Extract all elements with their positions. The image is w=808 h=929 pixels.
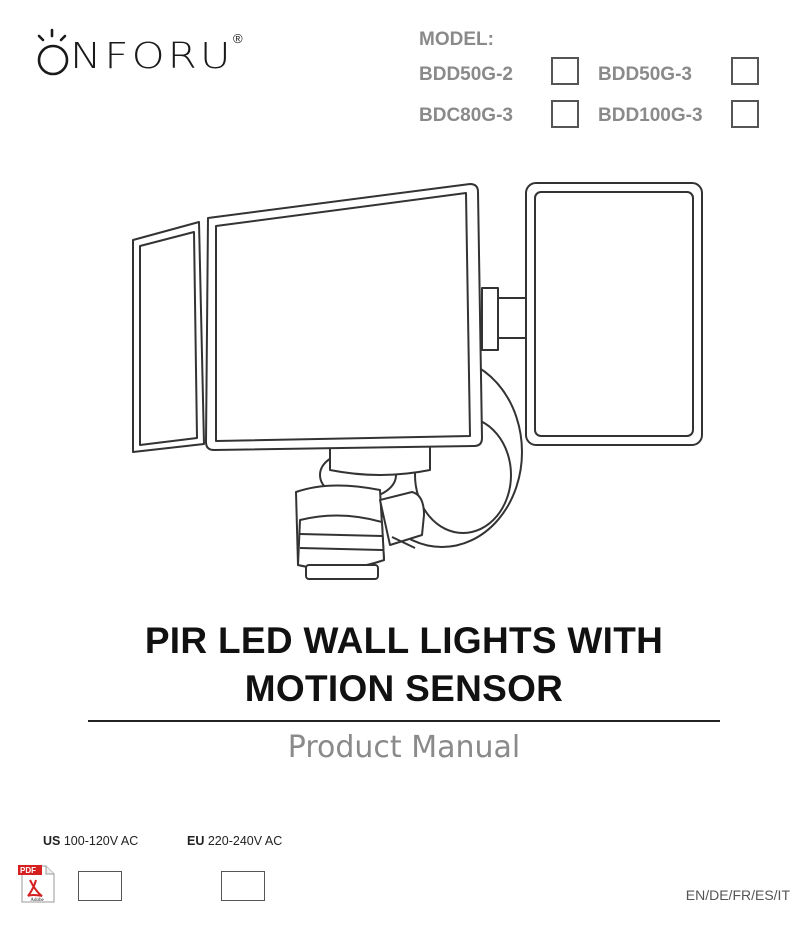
eu-value: 220-240V AC: [207, 834, 283, 848]
us-value: 100-120V AC: [63, 834, 139, 848]
model-label: MODEL:: [419, 29, 494, 50]
model-checkbox[interactable]: [731, 100, 759, 128]
lightbulb-icon: [32, 28, 72, 78]
languages: EN/DE/FR/ES/IT: [685, 887, 790, 903]
model-checkbox[interactable]: [551, 57, 579, 85]
eu-voltage: [187, 834, 282, 848]
title-line-1: PIR LED WALL LIGHTS WITH: [144, 620, 664, 661]
eu-label: EU: [187, 834, 205, 848]
pdf-icon: [16, 862, 58, 904]
brand-logo: [32, 28, 252, 88]
eu-checkbox[interactable]: [221, 871, 265, 901]
product-illustration: [125, 178, 710, 583]
model-item: BDD50G-2: [419, 64, 513, 85]
adobe-label: Adobe: [30, 898, 44, 903]
model-checkbox[interactable]: [551, 100, 579, 128]
model-checkbox[interactable]: [731, 57, 759, 85]
us-checkbox[interactable]: [78, 871, 122, 901]
model-item: BDD100G-3: [598, 105, 703, 126]
brand-name: NFORU: [70, 34, 234, 77]
subtitle: Product Manual: [287, 730, 521, 765]
registered-mark: ®: [233, 31, 243, 46]
us-voltage: [43, 834, 138, 848]
title-line-2: MOTION SENSOR: [244, 668, 564, 709]
pdf-label: PDF: [20, 866, 36, 875]
model-item: BDD50G-3: [598, 64, 692, 85]
divider: [88, 720, 720, 722]
model-item: BDC80G-3: [419, 105, 513, 126]
us-label: US: [43, 834, 61, 848]
